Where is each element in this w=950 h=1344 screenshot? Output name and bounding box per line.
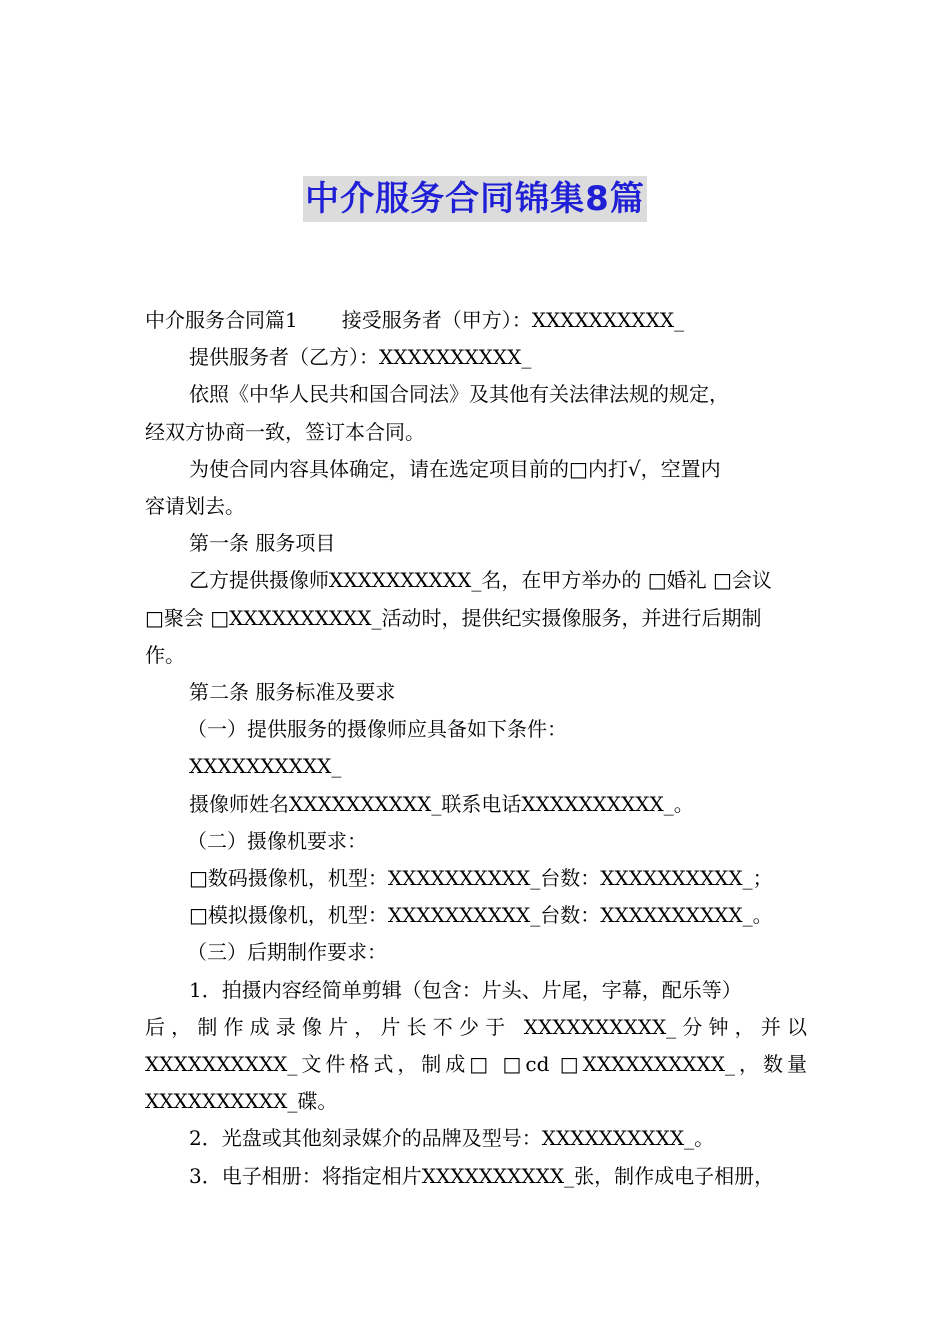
paragraph-line: 摄像师姓名XXXXXXXXXX_联系电话XXXXXXXXXX_。 bbox=[189, 791, 694, 816]
section-heading: 第二条 服务标准及要求 bbox=[189, 680, 396, 705]
section-heading: 第一条 服务项目 bbox=[189, 531, 336, 556]
paragraph-line: 依照《中华人民共和国合同法》及其他有关法律法规的规定， bbox=[189, 382, 729, 407]
document-title: 中介服务合同锦集8篇 bbox=[303, 176, 647, 222]
document-body bbox=[145, 302, 807, 1195]
paragraph-line: 后，制作成录像片，片长不少于 XXXXXXXXXX_分钟，并以 bbox=[145, 1014, 807, 1039]
paragraph-line: XXXXXXXXXX_碟。 bbox=[145, 1089, 338, 1114]
paragraph-line: 容请划去。 bbox=[145, 494, 245, 519]
paragraph-line bbox=[145, 302, 807, 339]
paragraph-line: 3．电子相册：将指定相片XXXXXXXXXX_张，制作成电子相册， bbox=[189, 1163, 775, 1188]
subsection-heading: （二）摄像机要求： bbox=[187, 828, 367, 853]
paragraph-line: 经双方协商一致，签订本合同。 bbox=[145, 419, 425, 444]
paragraph-line: □模拟摄像机，机型：XXXXXXXXXX_台数：XXXXXXXXXX_。 bbox=[189, 903, 773, 928]
paragraph-line: 作。 bbox=[145, 642, 185, 667]
subsection-heading: （一）提供服务的摄像师应具备如下条件： bbox=[187, 717, 567, 742]
paragraph-line: 为使合同内容具体确定，请在选定项目前的□内打√，空置内 bbox=[189, 456, 721, 481]
contract-heading: 中介服务合同篇1 bbox=[145, 308, 298, 332]
paragraph-line: 1．拍摄内容经简单剪辑（包含：片头、片尾，字幕，配乐等） bbox=[189, 977, 742, 1002]
party-a-line: 接受服务者（甲方）：XXXXXXXXXX_ bbox=[341, 308, 685, 332]
paragraph-line: XXXXXXXXXX_ bbox=[189, 754, 342, 779]
paragraph-line: □聚会 □XXXXXXXXXX_活动时，提供纪实摄像服务，并进行后期制 bbox=[145, 605, 762, 630]
subsection-heading: （三）后期制作要求： bbox=[187, 940, 387, 965]
paragraph-line: XXXXXXXXXX_文件格式，制成□ □cd □XXXXXXXXXX_，数量 bbox=[145, 1052, 807, 1077]
paragraph-line: 乙方提供摄像师XXXXXXXXXX_名，在甲方举办的 □婚礼 □会议 bbox=[189, 568, 772, 593]
party-b-line: 提供服务者（乙方）：XXXXXXXXXX_ bbox=[189, 345, 532, 370]
title-container bbox=[0, 176, 950, 222]
paragraph-line: 2．光盘或其他刻录媒介的品牌及型号：XXXXXXXXXX_。 bbox=[189, 1126, 715, 1151]
paragraph-line: □数码摄像机，机型：XXXXXXXXXX_台数：XXXXXXXXXX_； bbox=[189, 866, 773, 891]
